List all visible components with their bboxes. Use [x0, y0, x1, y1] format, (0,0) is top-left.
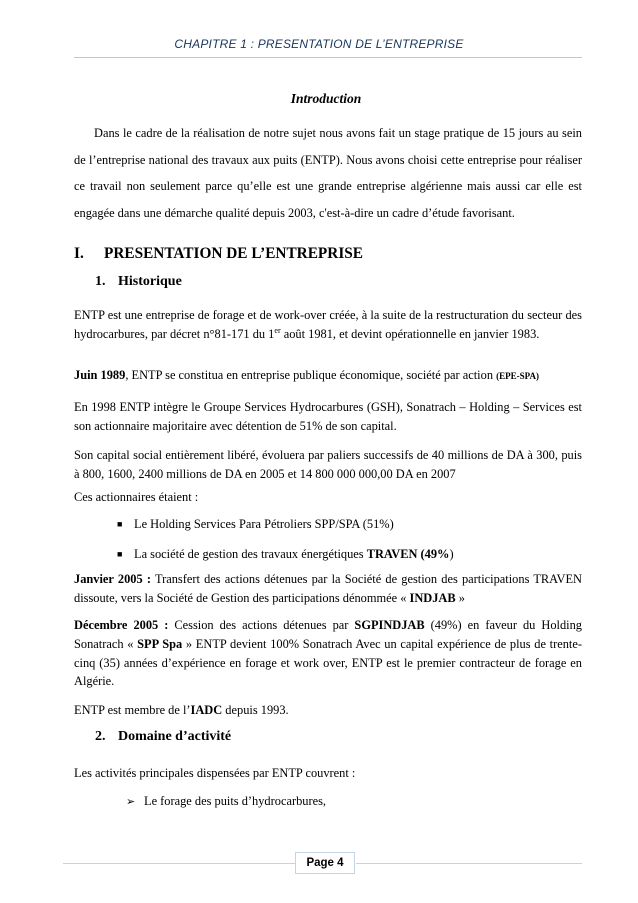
arrow-bullet-icon: ➢: [126, 796, 136, 808]
date-label: Janvier 2005 :: [74, 572, 151, 586]
footer-divider: [63, 863, 295, 864]
historique-paragraph-7: Décembre 2005 : Cession des actions détenues par SGPINDJAB (49%) en faveur du Holding Sonatrach « SPP Spa » ENTP devient 100% Sonatrach Avec un capital expérience de plus de trente-cinq (35) années d’expérience en forage et work over, ENTP est le premier contracteur de forage en Algérie.: [74, 618, 582, 689]
historique-paragraph-5: Ces actionnaires étaient :: [74, 490, 199, 504]
section-heading-presentation: [74, 245, 363, 263]
header-divider: [74, 57, 582, 58]
list-item: ■ La société de gestion des travaux énergétiques TRAVEN (49%): [117, 547, 454, 561]
square-bullet-icon: ■: [117, 549, 123, 559]
subsection-number: 2.: [95, 729, 106, 744]
square-bullet-icon: ■: [117, 519, 123, 529]
historique-paragraph-4: Son capital social entièrement libéré, évoluera par paliers successifs de 40 millions de DA à 300, puis à 800, 1600, 2400 millions de DA en 2005 et 14 800 000 000,00 DA en 2007: [74, 448, 582, 481]
subsection-heading-domaine: [95, 729, 231, 745]
historique-paragraph-1: ENTP est une entreprise de forage et de work-over créée, à la suite de la restructuration du secteur des hydrocarbures, par décret n°81-171 du 1er août 1981, et devint opérationnelle en janvier 1983.: [74, 308, 582, 341]
date-label: Juin 1989: [74, 368, 126, 382]
page-number: Page 4: [295, 852, 355, 874]
running-header: CHAPITRE 1 : PRESENTATION DE L’ENTREPRISE: [174, 37, 464, 51]
list-item: ➢ Le forage des puits d’hydrocarbures,: [126, 792, 326, 811]
subsection-title: Historique: [118, 274, 182, 289]
historique-paragraph-2: Juin 1989, ENTP se constitua en entreprise publique économique, société par action (EPE-SPA): [74, 368, 539, 382]
section-number: I.: [74, 245, 84, 262]
domaine-paragraph-1: Les activités principales dispensées par ENTP couvrent :: [74, 766, 356, 780]
date-label: Décembre 2005 :: [74, 618, 169, 632]
list-item: ■ Le Holding Services Para Pétroliers SPP/SPA (51%): [117, 517, 394, 531]
subsection-number: 1.: [95, 274, 106, 289]
footer-divider: [356, 863, 582, 864]
subsection-title: Domaine d’activité: [118, 729, 232, 744]
introduction-text: Dans le cadre de la réalisation de notre sujet nous avons fait un stage pratique de 15 jours au sein de l’entreprise national des travaux aux puits (ENTP). Nous avons choisi cette entreprise pour réaliser ce travail non seulement parce qu’elle est une grande entreprise algérienne mais aussi car elle est engagée dans une démarche qualité depuis 2003, c'est-à-dire un cadre d’étude favorisant.: [74, 126, 582, 220]
legal-form: (EPE-SPA): [496, 371, 539, 381]
historique-paragraph-6: Janvier 2005 : Transfert des actions détenues par la Société de gestion des participations TRAVEN dissoute, vers la Société de Gestion des participations dénommée « INDJAB »: [74, 572, 582, 605]
introduction-title: Introduction: [290, 91, 362, 106]
historique-paragraph-8: ENTP est membre de l’IADC depuis 1993.: [74, 703, 289, 717]
section-title: PRESENTATION DE L’ENTREPRISE: [104, 245, 363, 262]
subsection-heading-historique: [95, 274, 182, 290]
introduction-paragraph: [74, 120, 582, 226]
historique-paragraph-3: En 1998 ENTP intègre le Groupe Services Hydrocarbures (GSH), Sonatrach – Holding – Services est son actionnaire majoritaire avec détention de 51% de son capital.: [74, 400, 582, 433]
superscript: er: [274, 325, 281, 335]
